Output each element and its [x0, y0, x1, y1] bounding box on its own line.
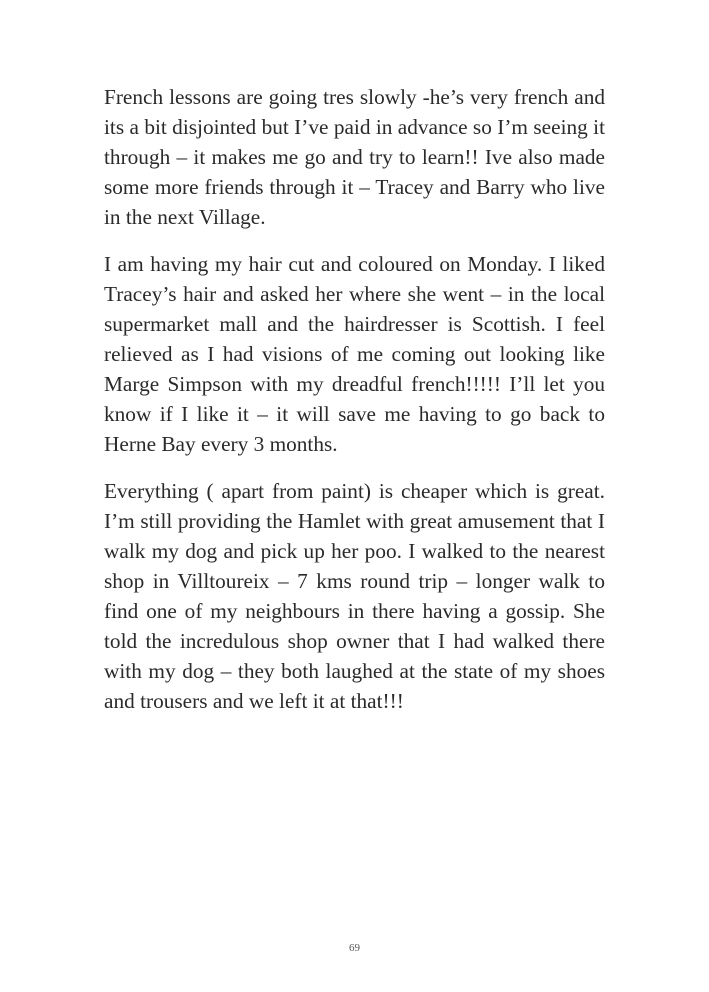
- paragraph-everything-cheaper: Everything ( apart from paint) is cheaper which is great. I’m still providing the Hamlet with great amusement that I walk my dog and pick up her poo. I walked to the nearest shop in Villtoureix – 7 kms round trip – longer walk to find one of my neighbours in there having a gossip. She told the incredulous shop owner that I had walked there with my dog – they both laughed at the state of my shoes and trousers and we left it at that!!!: [104, 479, 605, 713]
- paragraph-french-lessons: French lessons are going tres slowly -he’s very french and its a bit disjointed but I’ve paid in advance so I’m seeing it through – it makes me go and try to learn!! Ive also made some more friends through it – Tracey and Barry who live in the next Village.: [104, 85, 605, 229]
- body-text: [104, 82, 605, 733]
- page-number: 69: [349, 942, 360, 954]
- paragraph-haircut: I am having my hair cut and coloured on Monday. I liked Tracey’s hair and asked her where she went – in the local supermarket mall and the hairdresser is Scottish. I feel relieved as I had visions of me coming out looking like Marge Simpson with my dreadful french!!!!! I’ll let you know if I like it – it will save me having to go back to Herne Bay every 3 months.: [104, 252, 605, 456]
